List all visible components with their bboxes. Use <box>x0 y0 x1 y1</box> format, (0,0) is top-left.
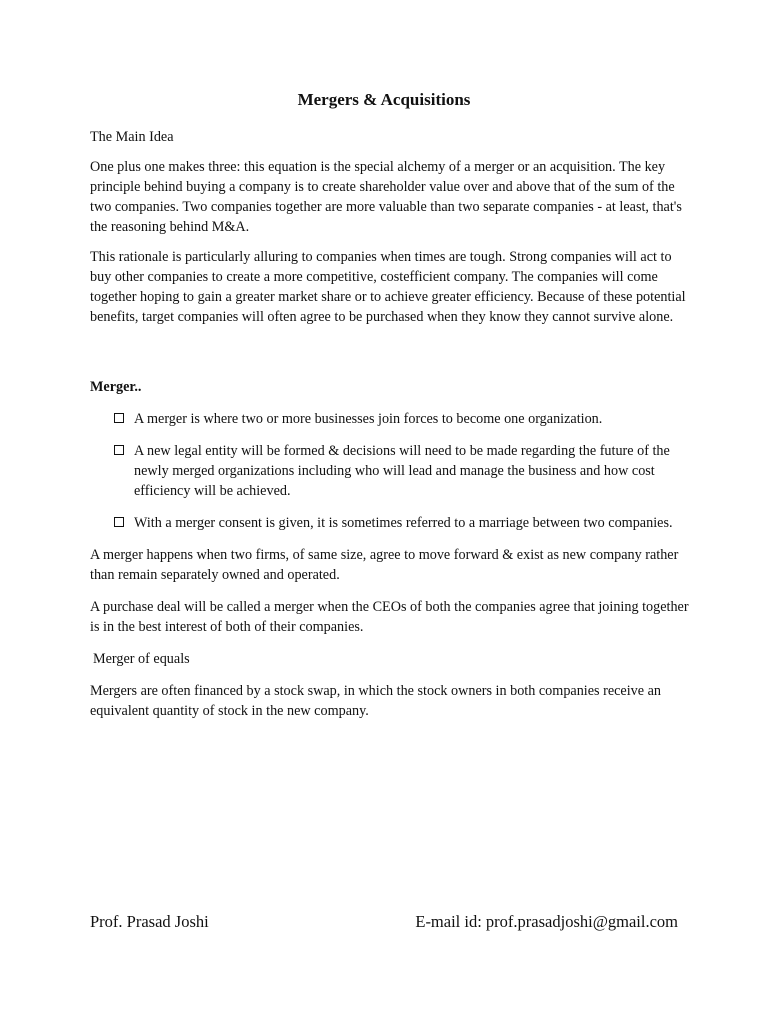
merger-of-equals-label: Merger of equals <box>93 651 190 667</box>
bullet-text: A new legal entity will be formed & decisions will need to be made regarding the future of the newly merged organizations including who will lead and manage the business and how cost efficiency will be achieved. <box>134 443 670 499</box>
intro-paragraph: One plus one makes three: this equation is the special alchemy of a merger or an acquisition. The key principle behind buying a company is to create shareholder value over and above that of the sum of the two companies. Two companies together are more valuable than two separate companies - at least, that's the reasoning behind M&A. <box>90 159 682 235</box>
merger-happens-paragraph: A merger happens when two firms, of same size, agree to move forward & exist as new company rather than remain separately owned and operated. <box>90 547 679 583</box>
merger-heading: Merger.. <box>90 379 142 395</box>
document-body <box>90 127 690 721</box>
bullet-item <box>90 409 690 429</box>
page-footer <box>90 912 678 932</box>
checkbox-bullet-icon <box>114 413 124 423</box>
checkbox-bullet-icon <box>114 517 124 527</box>
checkbox-bullet-icon <box>114 445 124 455</box>
merger-bullet-list <box>90 409 690 533</box>
main-idea-heading: The Main Idea <box>90 129 174 145</box>
bullet-item <box>90 513 690 533</box>
purchase-deal-paragraph: A purchase deal will be called a merger when the CEOs of both the companies agree that joining together is in the best interest of both of their companies. <box>90 599 689 635</box>
rationale-paragraph: This rationale is particularly alluring to companies when times are tough. Strong companies will act to buy other companies to create a more competitive, costefficient company. The companies will come together hoping to gain a greater market share or to achieve greater efficiency. Because of these potential benefits, target companies will often agree to be purchased when they know they cannot survive alone. <box>90 249 686 325</box>
footer-email: E-mail id: prof.prasadjoshi@gmail.com <box>415 912 678 931</box>
bullet-text: With a merger consent is given, it is sometimes referred to a marriage between two companies. <box>134 515 673 531</box>
stock-swap-paragraph: Mergers are often financed by a stock swap, in which the stock owners in both companies receive an equivalent quantity of stock in the new company. <box>90 683 661 719</box>
bullet-item <box>90 441 690 501</box>
footer-author: Prof. Prasad Joshi <box>90 912 209 931</box>
document-title: Mergers & Acquisitions <box>297 90 471 109</box>
bullet-text: A merger is where two or more businesses join forces to become one organization. <box>134 411 603 427</box>
